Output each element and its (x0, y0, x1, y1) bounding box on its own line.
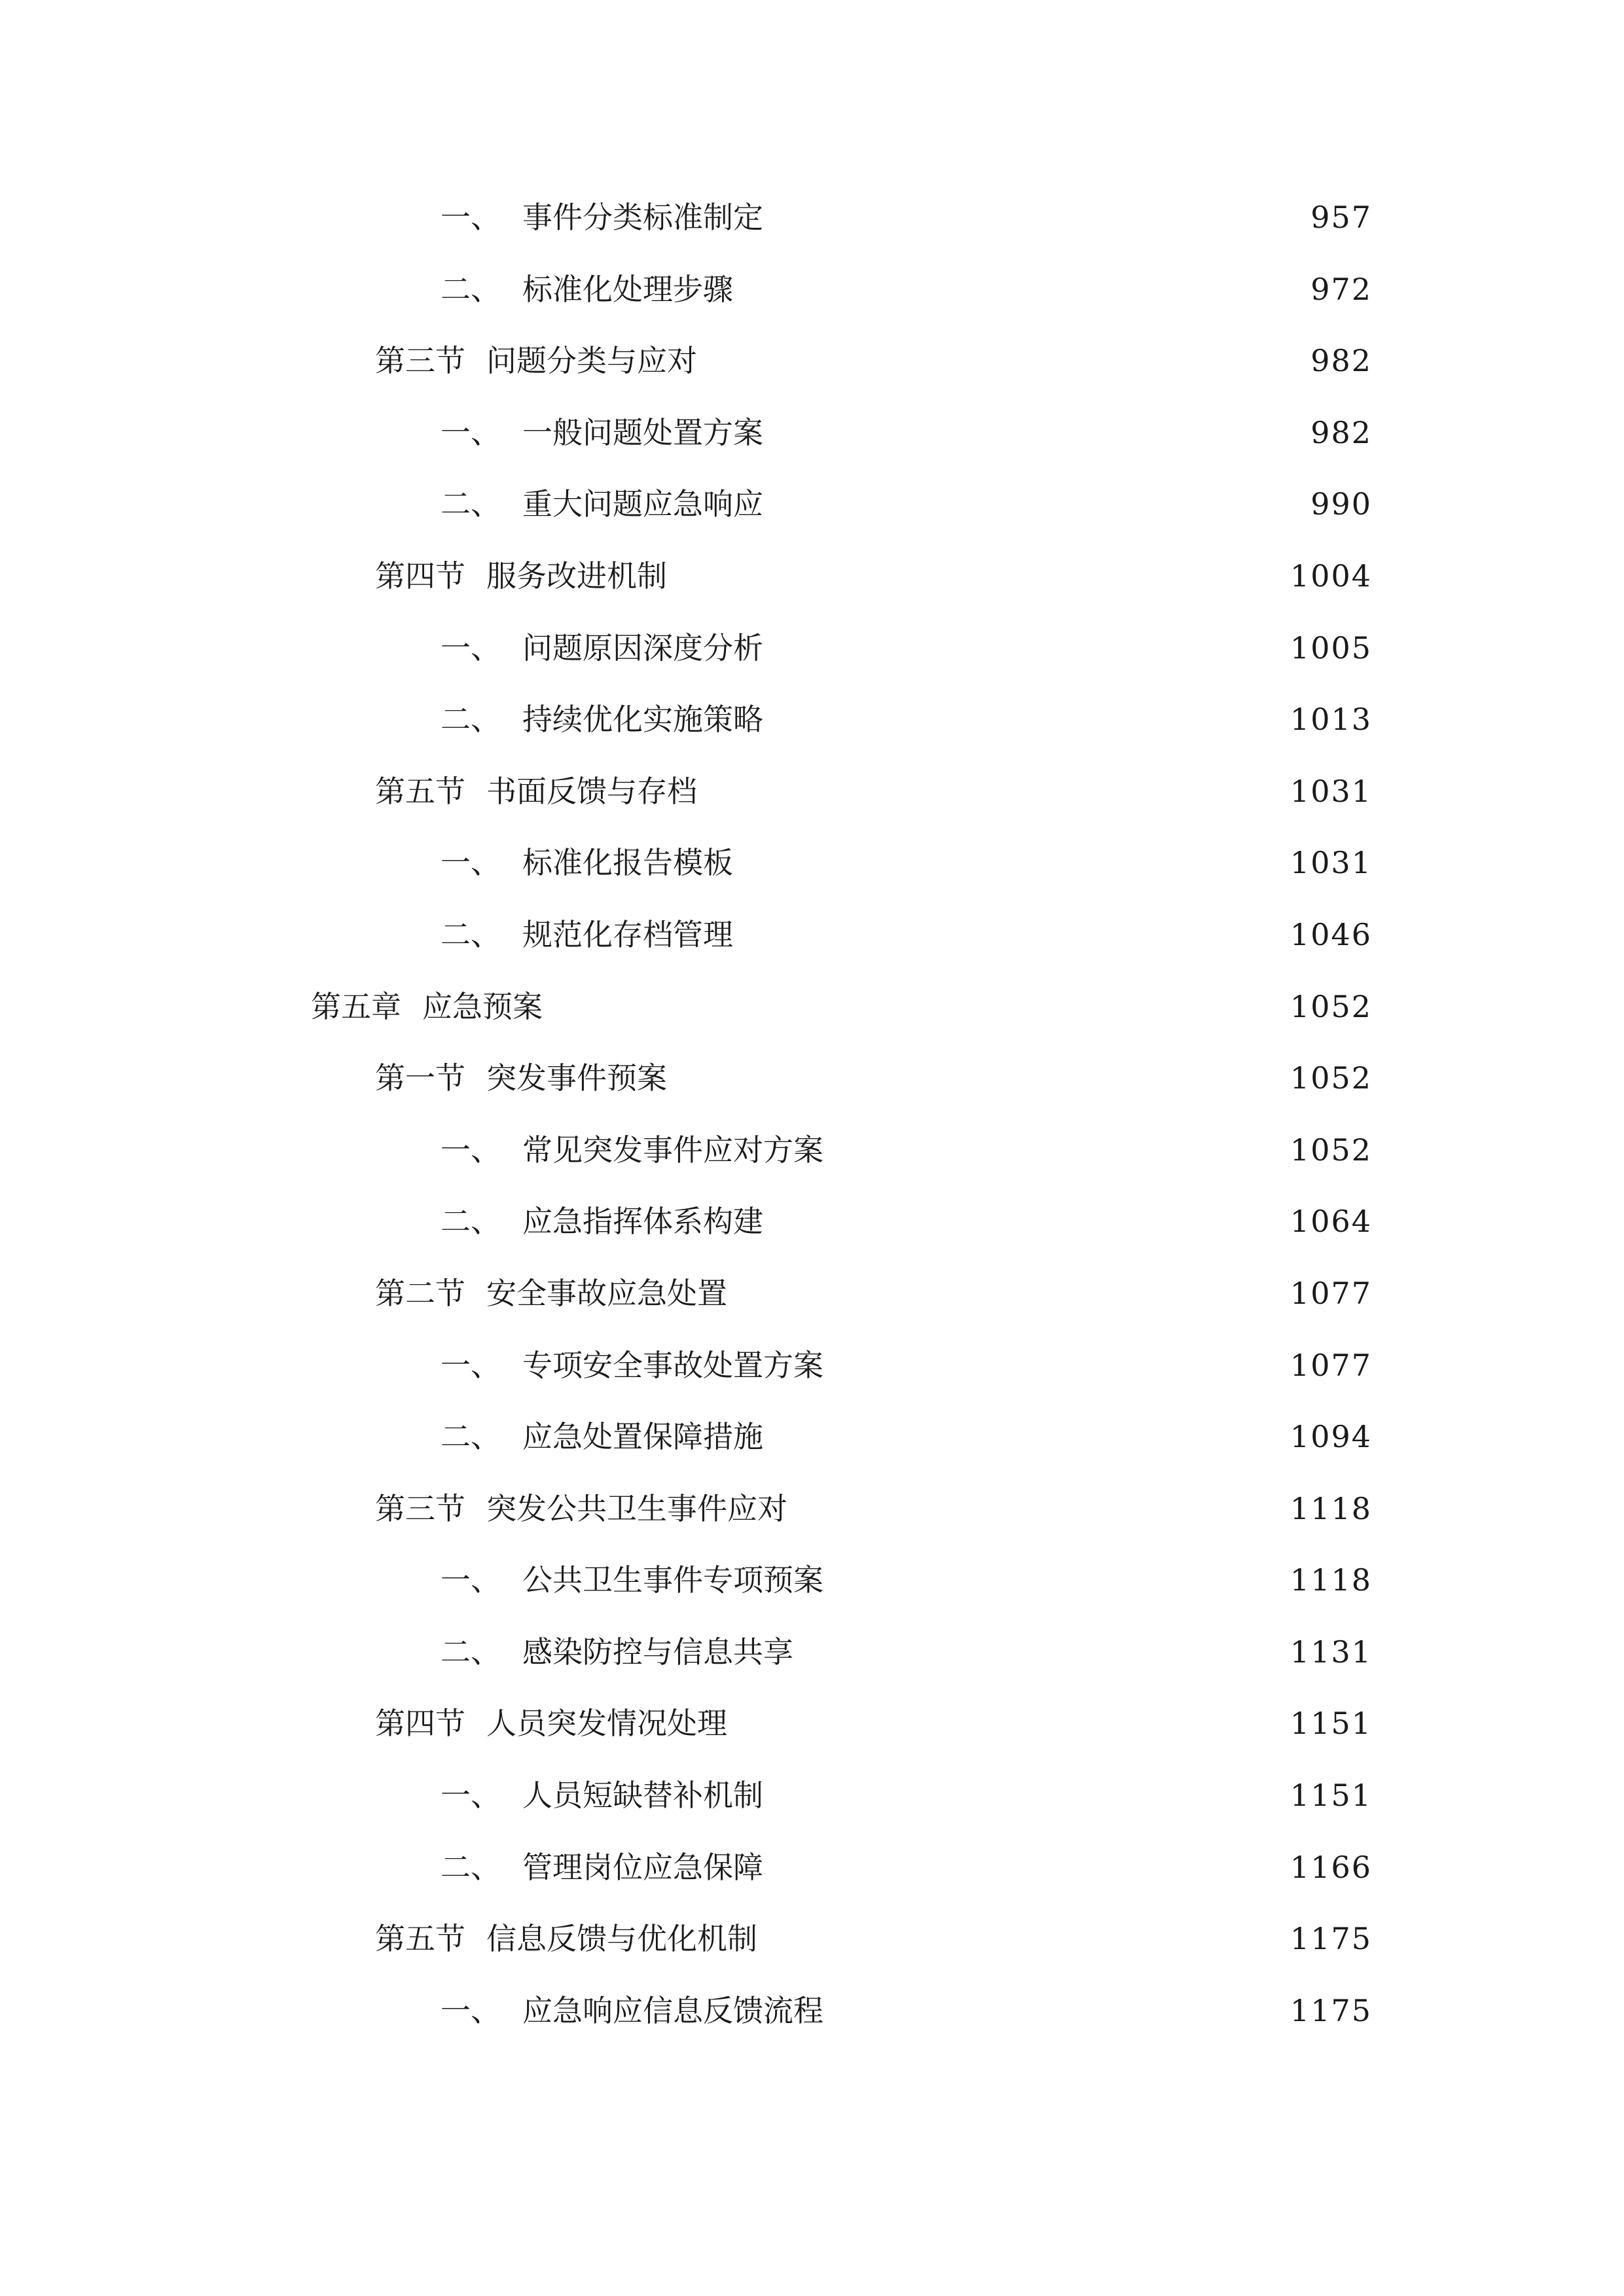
dot-leader (772, 1841, 1284, 1893)
toc-entry-line (441, 693, 1372, 745)
toc-entry-title: 突发公共卫生事件应对 (486, 1490, 787, 1526)
toc-entry-line (441, 836, 1372, 889)
toc-entry-title: 专项安全事故处置方案 (522, 1347, 823, 1383)
toc-subsection-entry[interactable] (0, 406, 1624, 478)
toc-page-number: 1175 (1290, 1921, 1372, 1957)
toc-subsection-entry[interactable] (0, 1626, 1624, 1698)
toc-page-number: 1118 (1290, 1562, 1372, 1598)
toc-entry-number: 二、 (441, 486, 501, 522)
toc-entry-title: 应急预案 (422, 988, 543, 1024)
toc-section-entry[interactable] (0, 334, 1624, 406)
dot-leader (772, 191, 1304, 243)
toc-chapter-entry[interactable] (0, 980, 1624, 1052)
toc-entry-line (375, 1052, 1372, 1104)
toc-section-entry[interactable] (0, 1912, 1624, 1984)
toc-entry-line (441, 908, 1372, 961)
toc-entry-line (375, 1482, 1372, 1535)
toc-entry-title: 常见突发事件应对方案 (522, 1132, 823, 1168)
toc-entry-line (441, 1339, 1372, 1391)
dot-leader (833, 1124, 1284, 1176)
toc-subsection-entry[interactable] (0, 1124, 1624, 1196)
toc-page-number: 1118 (1290, 1490, 1372, 1526)
toc-entry-title: 标准化处理步骤 (522, 271, 733, 307)
toc-entry-line (441, 1554, 1372, 1606)
toc-entry-title: 标准化报告模板 (522, 845, 733, 881)
dot-leader (833, 1339, 1284, 1391)
toc-page-number: 1052 (1290, 1060, 1372, 1096)
toc-entry-number: 二、 (441, 702, 501, 738)
toc-entry-number: 第五章 (311, 988, 401, 1024)
toc-page-number: 1004 (1290, 558, 1372, 594)
toc-entry-line (441, 1841, 1372, 1893)
toc-subsection-entry[interactable] (0, 1195, 1624, 1267)
toc-entry-number: 一、 (441, 1562, 501, 1598)
toc-entry-line (441, 1626, 1372, 1678)
toc-subsection-entry[interactable] (0, 1554, 1624, 1626)
toc-entry-title: 感染防控与信息共享 (522, 1634, 793, 1670)
toc-section-entry[interactable] (0, 1267, 1624, 1339)
toc-page-number: 982 (1310, 343, 1372, 379)
dot-leader (772, 622, 1284, 674)
toc-entry-line (441, 478, 1372, 530)
toc-entry-number: 二、 (441, 916, 501, 952)
toc-page-number: 1175 (1290, 1992, 1372, 2028)
dot-leader (797, 1482, 1284, 1535)
toc-subsection-entry[interactable] (0, 1984, 1624, 2056)
toc-page-number: 1052 (1290, 1132, 1372, 1168)
toc-entry-number: 一、 (441, 845, 501, 881)
toc-entry-line (441, 1984, 1372, 2037)
toc-section-entry[interactable] (0, 1482, 1624, 1554)
toc-subsection-entry[interactable] (0, 693, 1624, 765)
toc-page-number: 957 (1310, 200, 1372, 235)
toc-entry-title: 人员突发情况处理 (486, 1706, 727, 1742)
toc-entry-title: 突发事件预案 (486, 1060, 667, 1096)
toc-entry-line (375, 334, 1372, 387)
toc-page-number: 1077 (1290, 1347, 1372, 1383)
toc-entry-number: 第四节 (375, 558, 465, 594)
toc-page-number: 1013 (1290, 702, 1372, 738)
toc-entry-number: 第二节 (375, 1275, 465, 1311)
toc-subsection-entry[interactable] (0, 1410, 1624, 1482)
toc-subsection-entry[interactable] (0, 478, 1624, 550)
toc-entry-number: 第三节 (375, 1490, 465, 1526)
toc-section-entry[interactable] (0, 1052, 1624, 1124)
toc-entry-title: 人员短缺替补机制 (522, 1778, 763, 1814)
toc-entry-number: 一、 (441, 1347, 501, 1383)
toc-entry-title: 管理岗位应急保障 (522, 1849, 763, 1885)
toc-page-number: 990 (1310, 486, 1372, 522)
toc-entry-line (441, 406, 1372, 459)
toc-entry-title: 公共卫生事件专项预案 (522, 1562, 823, 1598)
toc-entry-line (441, 622, 1372, 674)
toc-entry-line (441, 191, 1372, 243)
toc-page-number: 1005 (1290, 630, 1372, 666)
dot-leader (706, 765, 1284, 817)
toc-entry-title: 安全事故应急处置 (486, 1275, 727, 1311)
toc-entry-line (375, 765, 1372, 817)
dot-leader (742, 908, 1284, 961)
dot-leader (803, 1626, 1284, 1678)
toc-subsection-entry[interactable] (0, 1769, 1624, 1841)
toc-subsection-entry[interactable] (0, 1841, 1624, 1913)
toc-entry-title: 规范化存档管理 (522, 916, 733, 952)
dot-leader (736, 1267, 1284, 1319)
toc-entry-title: 问题原因深度分析 (522, 630, 763, 666)
dot-leader (706, 334, 1304, 387)
toc-entry-number: 第一节 (375, 1060, 465, 1096)
toc-page-number: 1031 (1290, 773, 1372, 809)
toc-entry-number: 二、 (441, 1849, 501, 1885)
toc-entry-line (375, 550, 1372, 602)
dot-leader (772, 1410, 1284, 1463)
dot-leader (772, 1195, 1284, 1247)
toc-entry-title: 书面反馈与存档 (486, 773, 697, 809)
dot-leader (742, 263, 1304, 315)
toc-page-number: 1031 (1290, 845, 1372, 881)
dot-leader (736, 1697, 1284, 1749)
toc-page-number: 1094 (1290, 1419, 1372, 1455)
toc-entry-number: 二、 (441, 1419, 501, 1455)
toc-page-number: 1166 (1290, 1849, 1372, 1885)
toc-page-number: 1077 (1290, 1275, 1372, 1311)
toc-subsection-entry[interactable] (0, 622, 1624, 694)
toc-entry-line (311, 980, 1372, 1033)
toc-entry-number: 一、 (441, 414, 501, 450)
toc-entry-line (441, 1124, 1372, 1176)
toc-entry-title: 事件分类标准制定 (522, 200, 763, 235)
toc-page-number: 1151 (1290, 1706, 1372, 1742)
toc-page-number: 1064 (1290, 1204, 1372, 1240)
toc-entry-number: 二、 (441, 1204, 501, 1240)
dot-leader (772, 478, 1304, 530)
toc-entry-line (375, 1697, 1372, 1749)
toc-entry-number: 第三节 (375, 343, 465, 379)
toc-page-number: 1151 (1290, 1778, 1372, 1814)
toc-entry-line (441, 263, 1372, 315)
toc-entry-number: 一、 (441, 1992, 501, 2028)
toc-entry-number: 二、 (441, 271, 501, 307)
toc-entry-title: 服务改进机制 (486, 558, 667, 594)
toc-page-number: 972 (1310, 271, 1372, 307)
toc-entry-title: 应急处置保障措施 (522, 1419, 763, 1455)
toc-subsection-entry[interactable] (0, 191, 1624, 263)
toc-subsection-entry[interactable] (0, 836, 1624, 908)
toc-page-number: 982 (1310, 414, 1372, 450)
toc-section-entry[interactable] (0, 550, 1624, 622)
dot-leader (552, 980, 1284, 1033)
toc-page-number: 1046 (1290, 916, 1372, 952)
toc-subsection-entry[interactable] (0, 908, 1624, 980)
dot-leader (676, 1052, 1284, 1104)
toc-entry-title: 应急响应信息反馈流程 (522, 1992, 823, 2028)
dot-leader (772, 1769, 1284, 1821)
toc-entry-number: 二、 (441, 1634, 501, 1670)
toc-entry-number: 一、 (441, 200, 501, 235)
dot-leader (767, 1912, 1284, 1965)
toc-entry-line (375, 1267, 1372, 1319)
toc-entry-number: 第五节 (375, 1921, 465, 1957)
dot-leader (772, 693, 1284, 745)
toc-entry-line (375, 1912, 1372, 1965)
toc-subsection-entry[interactable] (0, 263, 1624, 335)
toc-entry-line (441, 1410, 1372, 1463)
toc-entry-title: 重大问题应急响应 (522, 486, 763, 522)
toc-entry-number: 第四节 (375, 1706, 465, 1742)
toc-entry-number: 一、 (441, 1132, 501, 1168)
dot-leader (772, 406, 1304, 459)
toc-page-number: 1131 (1290, 1634, 1372, 1670)
toc-subsection-entry[interactable] (0, 1339, 1624, 1411)
toc-entry-number: 第五节 (375, 773, 465, 809)
dot-leader (833, 1554, 1284, 1606)
toc-entry-line (441, 1195, 1372, 1247)
toc-page-number: 1052 (1290, 988, 1372, 1024)
toc-entry-number: 一、 (441, 630, 501, 666)
toc-entry-title: 信息反馈与优化机制 (486, 1921, 757, 1957)
table-of-contents (0, 191, 1624, 2056)
toc-section-entry[interactable] (0, 765, 1624, 837)
toc-entry-number: 一、 (441, 1778, 501, 1814)
toc-section-entry[interactable] (0, 1697, 1624, 1769)
toc-entry-title: 一般问题处置方案 (522, 414, 763, 450)
dot-leader (833, 1984, 1284, 2037)
toc-entry-title: 应急指挥体系构建 (522, 1204, 763, 1240)
dot-leader (742, 836, 1284, 889)
toc-entry-line (441, 1769, 1372, 1821)
toc-entry-title: 持续优化实施策略 (522, 702, 763, 738)
toc-entry-title: 问题分类与应对 (486, 343, 697, 379)
dot-leader (676, 550, 1284, 602)
